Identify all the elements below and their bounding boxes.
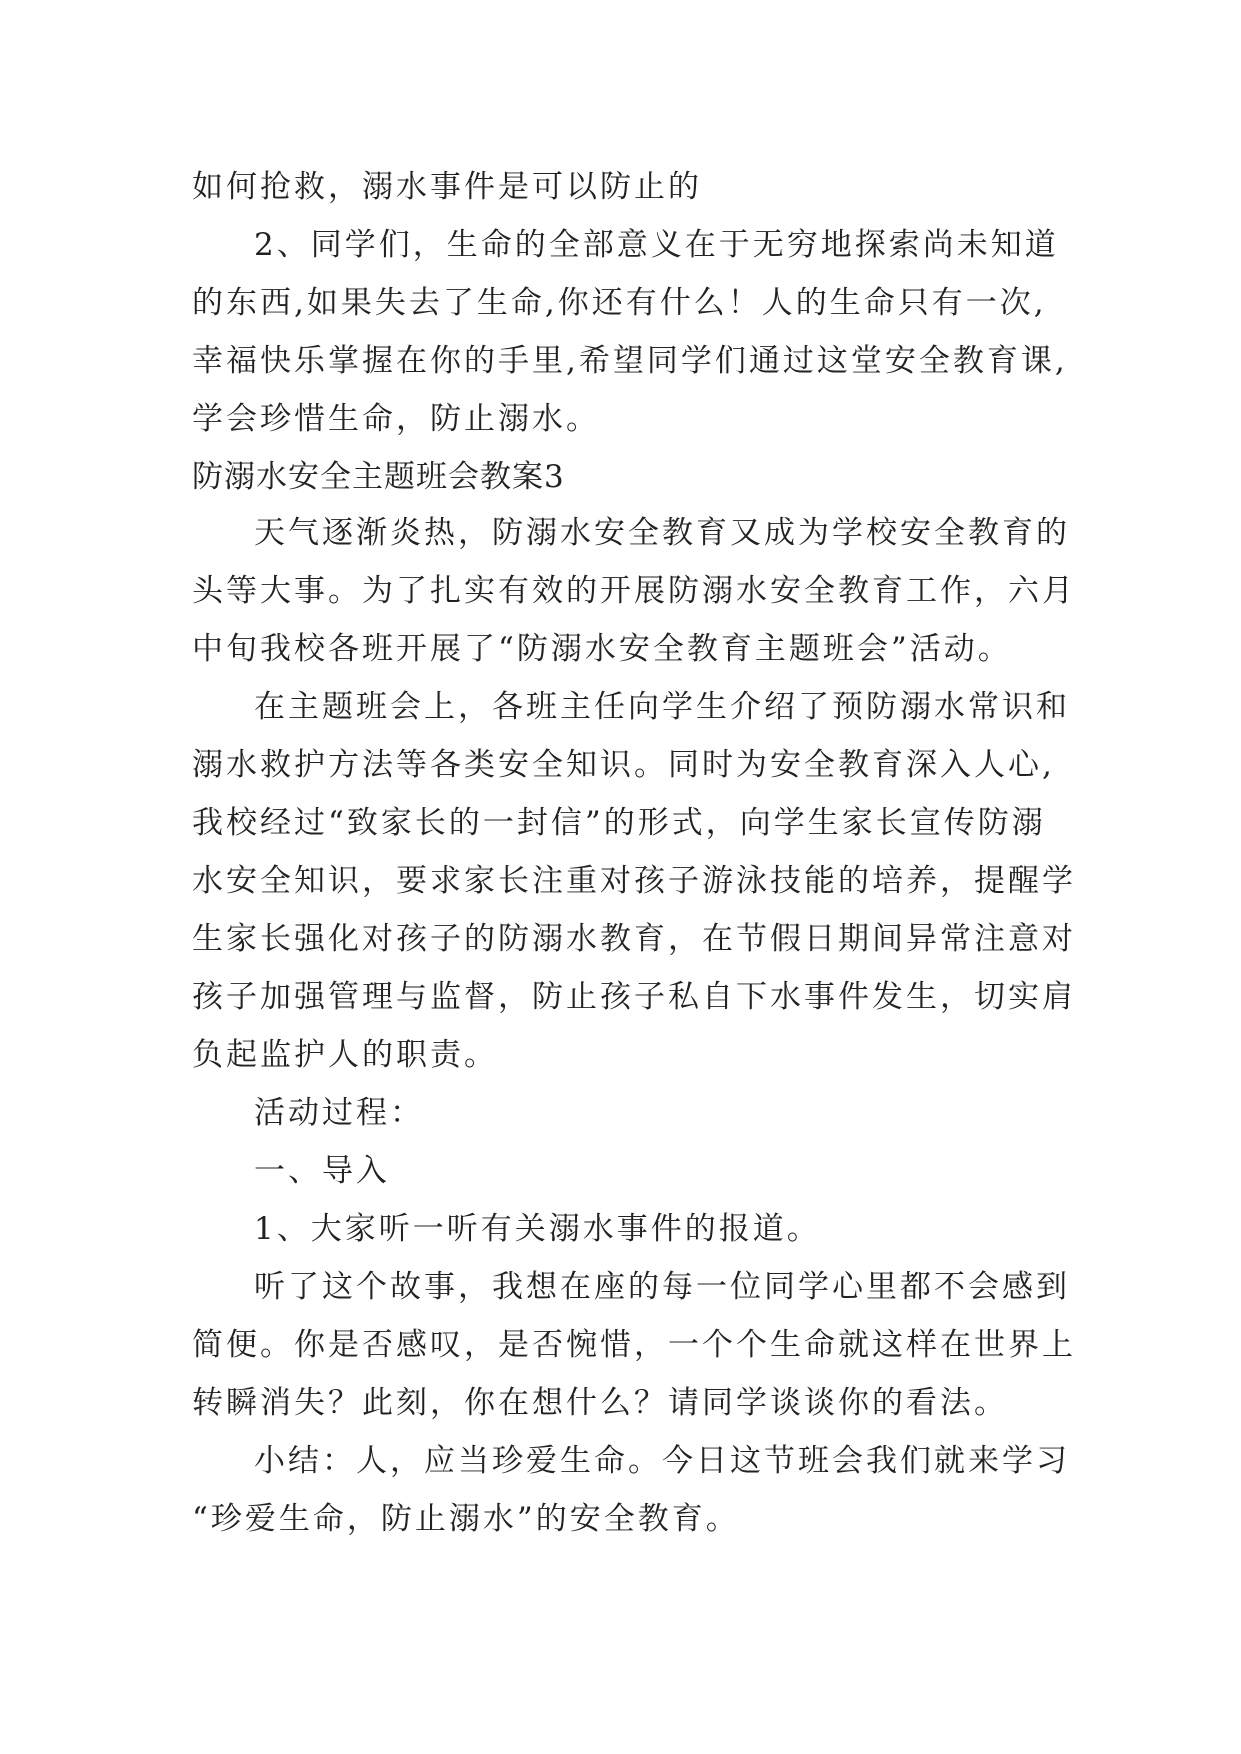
section-heading: 防溺水安全主题班会教案3 xyxy=(192,459,565,495)
text-line: 听了这个故事，我想在座的每一位同学心里都不会感到 xyxy=(254,1269,1070,1305)
text-line: 学会珍惜生命，防止溺水。 xyxy=(192,401,600,437)
text-line: 活动过程： xyxy=(254,1095,424,1131)
text-line: 我校经过“致家长的一封信”的形式，向学生家长宣传防溺 xyxy=(192,805,1046,841)
text-line: 负起监护人的职责。 xyxy=(192,1037,498,1073)
text-line: 中旬我校各班开展了“防溺水安全教育主题班会”活动。 xyxy=(192,631,1012,667)
text-line: 一、导入 xyxy=(254,1153,390,1189)
text-line: 溺水救护方法等各类安全知识。同时为安全教育深入人心, xyxy=(192,747,1055,783)
document-body xyxy=(192,158,1076,1548)
text-line: 简便。你是否感叹，是否惋惜，一个个生命就这样在世界上 xyxy=(192,1327,1076,1363)
text-line: 生家长强化对孩子的防溺水教育，在节假日期间异常注意对 xyxy=(192,921,1076,957)
text-line: 在主题班会上，各班主任向学生介绍了预防溺水常识和 xyxy=(254,689,1070,725)
text-line: 头等大事。为了扎实有效的开展防溺水安全教育工作，六月 xyxy=(192,573,1076,609)
text-line: 孩子加强管理与监督，防止孩子私自下水事件发生，切实肩 xyxy=(192,979,1076,1015)
text-line: “珍爱生命，防止溺水”的安全教育。 xyxy=(192,1501,740,1537)
text-line: 转瞬消失？此刻，你在想什么？请同学谈谈你的看法。 xyxy=(192,1385,1008,1421)
text-line: 的东西,如果失去了生命,你还有什么！人的生命只有一次, xyxy=(192,285,1047,321)
text-line: 幸福快乐掌握在你的手里,希望同学们通过这堂安全教育课, xyxy=(192,343,1068,379)
text-line: 如何抢救，溺水事件是可以防止的 xyxy=(192,169,702,205)
text-line: 水安全知识，要求家长注重对孩子游泳技能的培养，提醒学 xyxy=(192,863,1076,899)
text-line: 小结：人，应当珍爱生命。今日这节班会我们就来学习 xyxy=(254,1443,1070,1479)
text-line: 1、大家听一听有关溺水事件的报道。 xyxy=(254,1211,821,1247)
text-line: 天气逐渐炎热，防溺水安全教育又成为学校安全教育的 xyxy=(254,515,1070,551)
text-line: 2、同学们，生命的全部意义在于无穷地探索尚未知道 xyxy=(254,227,1059,263)
